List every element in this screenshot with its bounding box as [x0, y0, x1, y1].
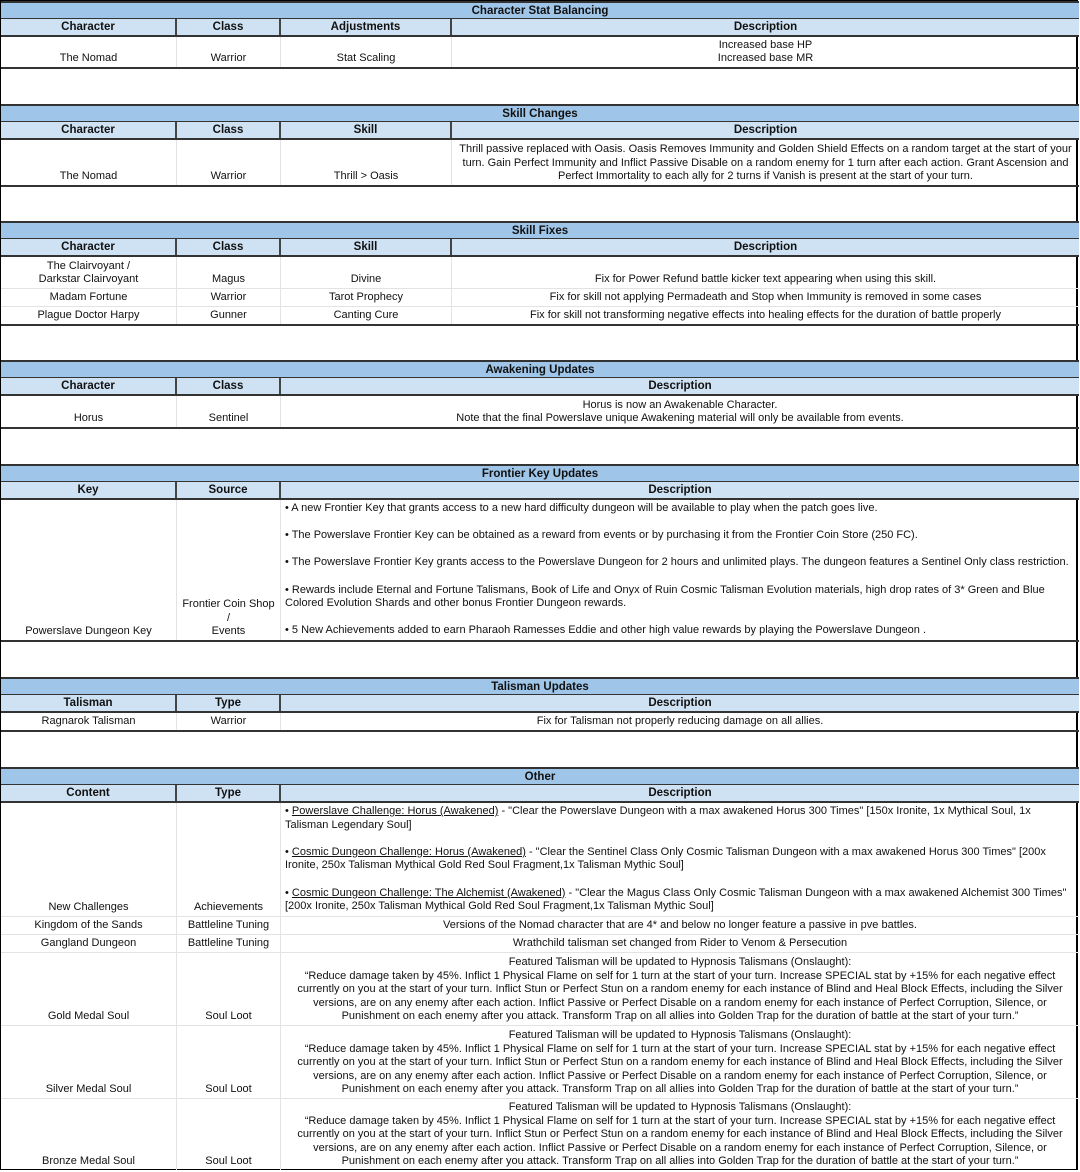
- cell-text: Warrior: [210, 715, 247, 728]
- challenge-name: Powerslave Challenge: Horus (Awakened): [291, 805, 499, 817]
- challenge-item: • Powerslave Challenge: Horus (Awakened) - "Clear the Powerslave Dungeon with a max awakened Horus 300 Times" [150x Ironite, 1x Mythical Soul, 1x Talisman Legendary Soul]: [285, 805, 1031, 831]
- cell-type[interactable]: [177, 935, 281, 952]
- cell-text: Achievements: [193, 901, 264, 914]
- cell-text: Increased base MR: [717, 52, 814, 65]
- column-header: Description: [733, 21, 798, 33]
- cell-text: Gangland Dungeon: [40, 937, 137, 950]
- cell-text: The Nomad: [59, 52, 118, 65]
- cell-text: Fix for skill not transforming negative effects into healing effects for the duration of battle properly: [529, 309, 1001, 322]
- cell-text: Horus is now an Awakenable Character.: [582, 398, 778, 411]
- bullet-item: • 5 New Achievements added to earn Pharaoh Ramesses Eddie and other high value rewards by playing the Powerslave Dungeon .: [285, 624, 927, 637]
- header-row-awakening-updates: [1, 378, 1079, 396]
- cell-text: Featured Talisman will be updated to Hypnosis Talismans (Onslaught):: [508, 1101, 852, 1114]
- cell-description[interactable]: [452, 140, 1079, 185]
- header-row-talisman-updates: [1, 695, 1079, 713]
- cell-text: Events: [211, 625, 246, 638]
- cell-content[interactable]: [1, 803, 177, 916]
- cell-character[interactable]: [1, 257, 177, 288]
- cell-description[interactable]: [452, 289, 1079, 306]
- cell-text: Warrior: [210, 291, 247, 304]
- table-row: [1, 140, 1079, 187]
- cell-content[interactable]: [1, 953, 177, 1025]
- cell-content[interactable]: [1, 917, 177, 934]
- section-title-skill-changes: Skill Changes: [1, 104, 1079, 122]
- table-row: [1, 953, 1079, 1026]
- column-header: Key: [1, 482, 177, 498]
- section-title-awakening-updates: Awakening Updates: [1, 360, 1079, 378]
- cell-type[interactable]: [177, 1099, 281, 1170]
- cell-text: Thrill > Oasis: [333, 170, 399, 183]
- challenge-name: Cosmic Dungeon Challenge: Horus (Awakened): [291, 845, 526, 858]
- cell-skill[interactable]: [281, 140, 452, 185]
- cell-skill[interactable]: [281, 257, 452, 288]
- cell-description[interactable]: [281, 917, 1079, 934]
- cell-text: Featured Talisman will be updated to Hypnosis Talismans (Onslaught):: [508, 1029, 852, 1042]
- column-header: Content: [1, 785, 177, 801]
- column-header: Character: [1, 378, 177, 394]
- cell-description[interactable]: [452, 257, 1079, 288]
- cell-text: Wrathchild talisman set changed from Rider to Venom & Persecution: [512, 937, 848, 950]
- table-row: [1, 803, 1079, 917]
- column-header: Talisman: [1, 695, 177, 711]
- header-row-stat-balancing: [1, 19, 1079, 37]
- section-title-skill-fixes: Skill Fixes: [1, 221, 1079, 239]
- cell-character[interactable]: [1, 396, 177, 427]
- header-row-other: [1, 785, 1079, 803]
- cell-class[interactable]: [177, 396, 281, 427]
- cell-character[interactable]: [1, 37, 177, 67]
- cell-text: “Reduce damage taken by 45%. Inflict 1 Physical Flame on self for 1 turn at the start of your turn. Increase SPECIAL stat by +15% for each negative effect currently on you at the start of your turn. Inflict Stun or Perfect Stun on a random enemy for each instance of Blind and Heal Block Effects, including the Silver versions, are on any enemy after each action. Inflict Passive or Perfect Disable on a random enemy for each instance of Perfect Corruption, Silence, or Punishment on each enemy after you attack. Transform Trap on all allies into Golden Trap for the duration of battle at the start of your turn.”: [297, 1114, 1063, 1168]
- column-header: Character: [1, 19, 177, 35]
- cell-type[interactable]: [177, 953, 281, 1025]
- cell-text: Madam Fortune: [49, 291, 128, 304]
- cell-text: “Reduce damage taken by 45%. Inflict 1 Physical Flame on self for 1 turn at the start of your turn. Increase SPECIAL stat by +15% for each negative effect currently on you at the start of your turn. Inflict Stun or Perfect Stun on a random enemy for each instance of Blind and Heal Block Effects, including the Silver versions, are on any enemy after each action. Inflict Passive or Perfect Disable on a random enemy for each instance of Perfect Corruption, Silence, or Punishment on each enemy after you attack. Transform Trap on all allies into Golden Trap for the duration of battle at the start of your turn.”: [297, 969, 1063, 1023]
- cell-content[interactable]: [1, 1099, 177, 1170]
- table-row: [1, 935, 1079, 953]
- table-row: [1, 396, 1079, 429]
- cell-text: Divine: [350, 273, 382, 286]
- cell-description[interactable]: [281, 1026, 1079, 1098]
- cell-description[interactable]: [452, 37, 1079, 67]
- cell-text: New Challenges: [48, 901, 129, 914]
- cell-text: Ragnarok Talisman: [41, 715, 136, 728]
- section-title-other: Other: [1, 767, 1079, 785]
- cell-type[interactable]: [177, 1026, 281, 1098]
- column-header: Adjustments: [281, 19, 452, 35]
- column-header: Skill: [281, 239, 452, 255]
- challenge-item: • Cosmic Dungeon Challenge: Horus (Awakened) - "Clear the Sentinel Class Only Cosmic Talisman Dungeon with a max awakened Horus 300 Times" [200x Ironite, 250x Talisman Mythical Gold Red Soul Fragment,1x Talisman Mythic Soul]: [285, 845, 1046, 872]
- cell-text: Fix for skill not applying Permadeath and Stop when Immunity is removed in some cases: [549, 291, 982, 304]
- header-row-skill-fixes: [1, 239, 1079, 257]
- column-header: Class: [177, 19, 281, 35]
- cell-class[interactable]: [177, 257, 281, 288]
- cell-content[interactable]: [1, 935, 177, 952]
- table-row: [1, 37, 1079, 69]
- bullet-item: • A new Frontier Key that grants access to a new hard difficulty dungeon will be available to play when the patch goes live.: [285, 502, 878, 514]
- cell-text: Gunner: [210, 309, 247, 322]
- section-title-frontier-key-updates: Frontier Key Updates: [1, 464, 1079, 482]
- cell-description[interactable]: [281, 935, 1079, 952]
- cell-text: Battleline Tuning: [187, 919, 270, 932]
- cell-text: Plague Doctor Harpy: [37, 309, 140, 322]
- table-row: [1, 289, 1079, 307]
- cell-text: Soul Loot: [205, 1010, 252, 1023]
- cell-class[interactable]: [177, 307, 281, 324]
- header-row-skill-changes: [1, 122, 1079, 140]
- cell-text: Battleline Tuning: [187, 937, 270, 950]
- cell-text: “Reduce damage taken by 45%. Inflict 1 Physical Flame on self for 1 turn at the start of your turn. Increase SPECIAL stat by +15% for each negative effect currently on you at the start of your turn. Inflict Stun or Perfect Stun on a random enemy for each instance of Blind and Heal Block Effects, including the Silver versions, are on any enemy after each action. Inflict Passive or Perfect Disable on a random enemy for each instance of Perfect Corruption, Silence, or Punishment on each enemy after you attack. Transform Trap on all allies into Golden Trap for the duration of battle at the start of your turn.”: [297, 1042, 1063, 1096]
- column-header: Description: [733, 241, 798, 253]
- cell-text: Powerslave Dungeon Key: [25, 625, 152, 638]
- column-header: Description: [648, 697, 712, 709]
- cell-text: Note that the final Powerslave unique Awakening material will only be available from events.: [456, 412, 904, 425]
- challenge-name: Cosmic Dungeon Challenge: The Alchemist (Awakened): [291, 886, 566, 899]
- cell-character[interactable]: [1, 140, 177, 185]
- challenge-text: - "Clear the Sentinel Class Only Cosmic Talisman Dungeon with a max awakened Horus 300 Times" [200x Ironite, 250x Talisman Mythical Gold Red Soul Fragment,1x Talisman Mythic Soul]: [285, 845, 1046, 872]
- cell-talisman[interactable]: [1, 713, 177, 730]
- cell-description[interactable]: [452, 307, 1079, 324]
- table-row: [1, 500, 1079, 642]
- cell-text: Thrill passive replaced with Oasis. Oasis Removes Immunity and Golden Shield Effects on a random target at the start of your turn. Gain Perfect Immunity and Inflict Passive Disable on a random enemy for 1 turn after each action. Grant Ascension and Perfect Immortality to each ally for 2 turns if Vanish is present at the start of your turn.: [459, 143, 1072, 183]
- cell-description[interactable]: [281, 396, 1079, 427]
- cell-text: The Nomad: [59, 170, 118, 183]
- table-row: [1, 713, 1079, 732]
- cell-type[interactable]: [177, 803, 281, 916]
- cell-text: Fix for Talisman not properly reducing damage on all allies.: [536, 715, 824, 728]
- bullet-item: • The Powerslave Frontier Key can be obtained as a reward from events or by purchasing it from the Frontier Coin Store (250 FC).: [285, 529, 918, 542]
- cell-text: Increased base HP: [718, 38, 813, 51]
- column-header: Description: [648, 484, 712, 496]
- column-header: Character: [1, 239, 177, 255]
- cell-class[interactable]: [177, 37, 281, 67]
- cell-text: The Clairvoyant /: [46, 259, 131, 272]
- column-header: Class: [177, 378, 281, 394]
- cell-text: Versions of the Nomad character that are 4* and below no longer feature a passive in pve battles.: [443, 919, 917, 932]
- table-row: [1, 1026, 1079, 1099]
- bullet-item: • The Powerslave Frontier Key grants access to the Powerslave Dungeon for 2 hours and unlimited plays. The dungeon features a Sentinel Only class restriction.: [285, 556, 1069, 569]
- cell-text: Canting Cure: [333, 309, 399, 322]
- table-row: [1, 917, 1079, 935]
- cell-text: Bronze Medal Soul: [42, 1155, 135, 1168]
- bullet-item: • Rewards include Eternal and Fortune Talismans, Book of Life and Onyx of Ruin Cosmic Talisman Evolution materials, high drop rates of 3* Green and Blue Colored Evolution Shards and other bonus Frontier Dungeon rewards.: [285, 583, 1045, 610]
- cell-type[interactable]: [177, 713, 281, 730]
- cell-skill[interactable]: [281, 289, 452, 306]
- column-header: Character: [1, 122, 177, 138]
- cell-text: Tarot Prophecy: [329, 291, 403, 304]
- section-title-stat-balancing: Character Stat Balancing: [1, 1, 1079, 19]
- cell-description[interactable]: [281, 1099, 1079, 1170]
- cell-text: Gold Medal Soul: [47, 1010, 130, 1023]
- column-header: Description: [648, 787, 712, 799]
- cell-class[interactable]: [177, 140, 281, 185]
- column-header: Source: [177, 482, 281, 498]
- cell-text: Warrior: [210, 52, 247, 65]
- column-header: Class: [177, 239, 281, 255]
- table-row: [1, 307, 1079, 326]
- column-header: Class: [177, 122, 281, 138]
- cell-text: Soul Loot: [205, 1083, 252, 1096]
- cell-text: Soul Loot: [205, 1155, 252, 1168]
- cell-character[interactable]: [1, 289, 177, 306]
- cell-description[interactable]: [281, 803, 1079, 916]
- cell-key[interactable]: [1, 500, 177, 640]
- cell-class[interactable]: [177, 289, 281, 306]
- cell-text: Magus: [211, 273, 246, 286]
- cell-content[interactable]: [1, 1026, 177, 1098]
- cell-text: Stat Scaling: [336, 52, 396, 65]
- header-row-frontier-key-updates: [1, 482, 1079, 500]
- cell-type[interactable]: [177, 917, 281, 934]
- cell-description[interactable]: [281, 713, 1079, 730]
- cell-description[interactable]: [281, 500, 1079, 640]
- cell-text: Kingdom of the Sands: [34, 919, 143, 932]
- challenge-text: - "Clear the Magus Class Only Cosmic Talisman Dungeon with a max awakened Alchemist 300 Times" [200x Ironite, 250x Talisman Mythical Gold Red Soul Fragment,1x Talisman Mythic Soul]: [285, 886, 1067, 913]
- challenge-item: • Cosmic Dungeon Challenge: The Alchemist (Awakened) - "Clear the Magus Class Only Cosmic Talisman Dungeon with a max awakened Alchemist 300 Times" [200x Ironite, 250x Talisman Mythical Gold Red Soul Fragment,1x Talisman Mythic Soul]: [285, 886, 1067, 913]
- table-row: [1, 257, 1079, 289]
- cell-text: Sentinel: [208, 412, 249, 425]
- cell-text: Horus: [73, 412, 104, 425]
- section-title-talisman-updates: Talisman Updates: [1, 677, 1079, 695]
- cell-text: Frontier Coin Shop /: [182, 598, 275, 624]
- cell-text: Fix for Power Refund battle kicker text appearing when using this skill.: [594, 273, 937, 286]
- challenge-text: - "Clear the Powerslave Dungeon with a max awakened Horus 300 Times" [150x Ironite, 1x Mythical Soul, 1x Talisman Legendary Soul]: [285, 805, 1031, 831]
- cell-character[interactable]: [1, 307, 177, 324]
- cell-adjustments[interactable]: [281, 37, 452, 67]
- cell-text: Silver Medal Soul: [45, 1083, 132, 1096]
- column-header: Type: [177, 695, 281, 711]
- cell-source[interactable]: [177, 500, 281, 640]
- cell-text: Warrior: [210, 170, 247, 183]
- column-header: Type: [177, 785, 281, 801]
- cell-text: Darkstar Clairvoyant: [38, 273, 139, 286]
- cell-skill[interactable]: [281, 307, 452, 324]
- cell-text: Featured Talisman will be updated to Hypnosis Talismans (Onslaught):: [508, 956, 852, 969]
- column-header: Skill: [281, 122, 452, 138]
- column-header: Description: [648, 380, 712, 392]
- table-row: [1, 1099, 1079, 1170]
- column-header: Description: [733, 124, 798, 136]
- cell-description[interactable]: [281, 953, 1079, 1025]
